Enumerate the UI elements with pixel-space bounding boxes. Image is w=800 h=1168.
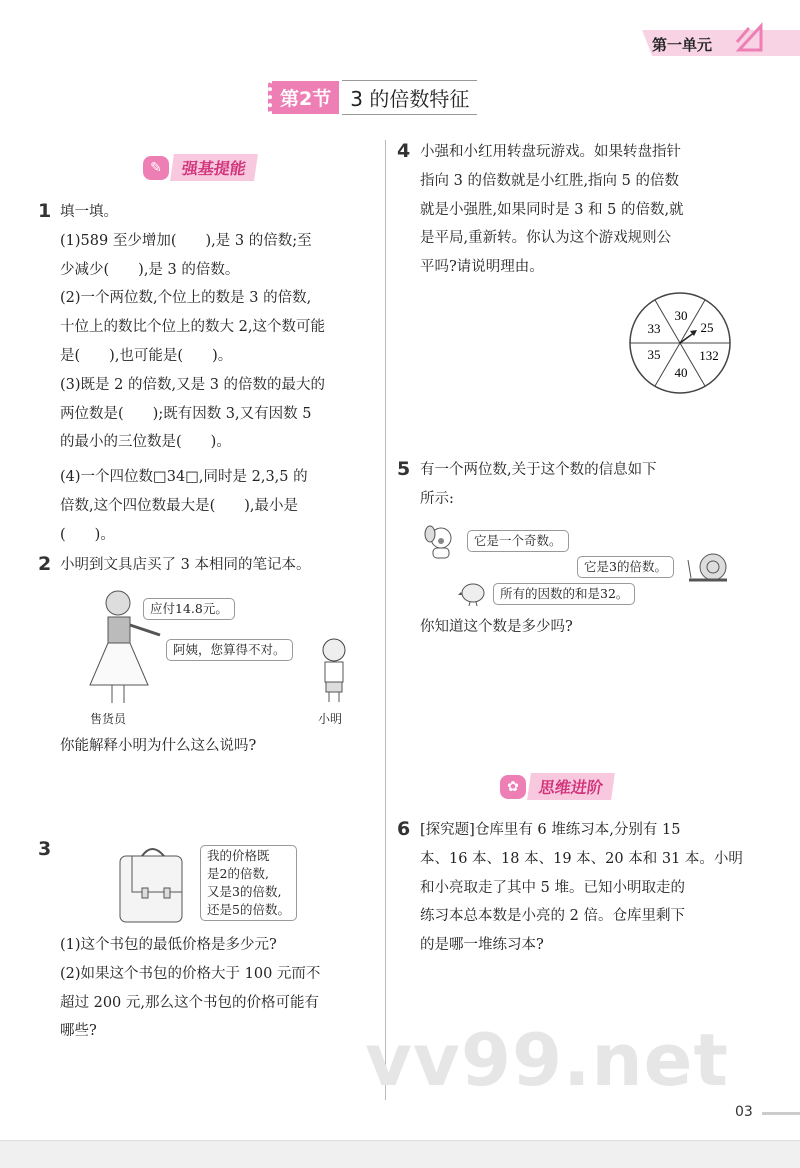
- section-title: [268, 80, 477, 115]
- text-line: 是( ),也可能是( )。: [60, 347, 233, 364]
- seller-label: 售货员: [90, 712, 127, 726]
- question-number: 2: [38, 553, 52, 575]
- pencil-icon: ✎: [143, 156, 169, 180]
- question-1: [60, 198, 325, 550]
- spinner-label: 33: [647, 321, 661, 336]
- text-line: 所示:: [420, 490, 454, 507]
- text-line: 两位数是( );既有因数 3,又有因数 5: [60, 405, 312, 422]
- question-number: 6: [397, 818, 411, 840]
- text-line: 超过 200 元,那么这个书包的价格可能有: [60, 994, 320, 1011]
- question-6: [420, 816, 743, 960]
- watermark: vv99.net: [365, 1018, 729, 1102]
- text-line: 和小亮取走了其中 5 堆。已知小明取走的: [420, 879, 685, 896]
- text-line: (2)如果这个书包的价格大于 100 元而不: [60, 965, 321, 982]
- bubble-line: 又是3的倍数,: [207, 884, 282, 899]
- text-line: 就是小强胜,如果同时是 3 和 5 的倍数,就: [420, 201, 684, 218]
- question-2-text: 小明到文具店买了 3 本相同的笔记本。: [60, 557, 311, 573]
- subhead-basic-label: 强基提能: [170, 154, 258, 181]
- chick-illustration: [458, 580, 488, 606]
- question-number: 5: [397, 458, 411, 480]
- text-line: (2)一个两位数,个位上的数是 3 的倍数,: [60, 290, 312, 307]
- question-5: [420, 456, 657, 514]
- text-line: 的是哪一堆练习本?: [420, 937, 544, 954]
- boy-illustration: [310, 636, 355, 706]
- spinner-wheel: [625, 290, 735, 400]
- spinner-label: 30: [674, 308, 688, 323]
- question-3: [60, 931, 320, 1046]
- spinner-label: 25: [700, 320, 714, 335]
- bubble-line: 还是5的倍数。: [207, 902, 290, 917]
- bubble-line: 我的价格既: [207, 848, 270, 863]
- text-line: 练习本总本数是小亮的 2 倍。仓库里剩下: [420, 908, 685, 925]
- text-line: 填一填。: [60, 204, 118, 220]
- question-5-prompt: 你知道这个数是多少吗?: [420, 619, 573, 635]
- spinner-label: 132: [699, 348, 719, 363]
- question-number: 1: [38, 200, 52, 222]
- text-line: 有一个两位数,关于这个数的信息如下: [420, 462, 657, 478]
- section-badge: 第2节: [268, 81, 339, 114]
- boy-label: 小明: [318, 712, 343, 726]
- boy-speech-bubble: 阿姨，您算得不对。: [166, 639, 293, 661]
- question-2-prompt: 你能解释小明为什么这么说吗?: [60, 738, 257, 754]
- text-line: 指向 3 的倍数就是小红胜,指向 5 的倍数: [420, 172, 679, 189]
- puppy-illustration: [422, 524, 460, 560]
- snail-speech-bubble: 它是3的倍数。: [577, 556, 674, 578]
- spinner-label: 35: [647, 347, 661, 362]
- puppy-speech-bubble: 它是一个奇数。: [467, 530, 569, 552]
- text-line: 平吗?请说明理由。: [420, 259, 544, 276]
- page-bottom-edge: [0, 1140, 800, 1168]
- text-line: (3)既是 2 的倍数,又是 3 的倍数的最大的: [60, 376, 326, 393]
- text-line: 少减少( ),是 3 的倍数。: [60, 261, 240, 278]
- text-line: 的最小的三位数是( )。: [60, 434, 231, 451]
- question-number: 3: [38, 838, 52, 860]
- spinner-label: 40: [674, 365, 688, 380]
- schoolbag-speech-bubble: [200, 845, 297, 921]
- snail-illustration: [685, 550, 730, 586]
- seller-speech-bubble: 应付14.8元。: [143, 598, 235, 620]
- text-line: [探究题]仓库里有 6 堆练习本,分别有 15: [420, 822, 681, 838]
- medal-icon: ✿: [500, 775, 526, 799]
- question-number: 4: [397, 140, 411, 162]
- column-divider: [385, 140, 386, 1100]
- question-4: [420, 138, 684, 282]
- subhead-advanced: [500, 773, 613, 800]
- subhead-basic: [143, 154, 256, 181]
- bubble-line: 是2的倍数,: [207, 866, 269, 881]
- text-line: (1)589 至少增加( ),是 3 的倍数;至: [60, 232, 312, 249]
- text-line: 十位上的数比个位上的数大 2,这个数可能: [60, 319, 325, 336]
- schoolbag-illustration: [112, 842, 192, 927]
- unit-label: 第一单元: [652, 36, 713, 54]
- page-number: 03: [735, 1104, 753, 1120]
- ruler-triangle-icon: [735, 22, 765, 54]
- text-line: 是平局,重新转。你认为这个游戏规则公: [420, 230, 672, 247]
- subhead-advanced-label: 思维进阶: [527, 773, 615, 800]
- section-name: 3 的倍数特征: [342, 80, 477, 115]
- text-line: 倍数,这个四位数最大是( ),最小是: [60, 497, 299, 514]
- chick-speech-bubble: 所有的因数的和是32。: [493, 583, 635, 605]
- page-number-bar: [762, 1112, 800, 1115]
- text-line: 哪些?: [60, 1023, 97, 1040]
- text-line: ( )。: [60, 526, 115, 543]
- text-line: 本、16 本、18 本、19 本、20 本和 31 本。小明: [420, 850, 743, 867]
- text-line: (4)一个四位数□34□,同时是 2,3,5 的: [60, 469, 308, 486]
- text-line: 小强和小红用转盘玩游戏。如果转盘指针: [420, 144, 681, 160]
- text-line: (1)这个书包的最低价格是多少元?: [60, 937, 277, 953]
